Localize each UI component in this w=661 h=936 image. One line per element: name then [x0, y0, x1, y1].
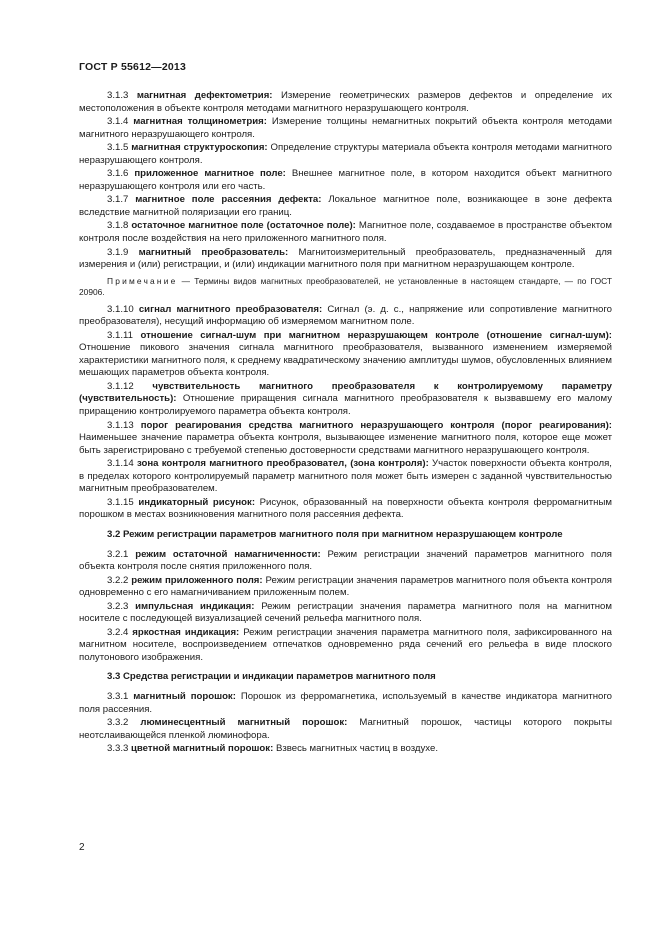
entry-definition: Измерение геометрических размеров дефектов и определение их местоположения в объекте контроля методами магнитного неразрушающего контроля.	[79, 90, 612, 114]
entry-term: магнитная дефектометрия:	[136, 90, 273, 101]
entry-number: 3.1.8	[107, 220, 129, 232]
entry-term: зона контроля магнитного преобразовател, (зона контроля):	[136, 458, 429, 470]
entry-definition: Внешнее магнитное поле, в котором находится объект магнитного неразрушающего контроля или его часть.	[79, 168, 613, 192]
entry-number: 3.2.2	[107, 574, 129, 586]
entry-definition: Рисунок, образованный на поверхности объекта контроля ферромагнитным порошком в местах возникновения магнитного поля рассеяния дефекта.	[79, 496, 612, 521]
entry-definition: Участок поверхности объекта контроля, в пределах которого контролируемый параметр магнитного поля может быть измерен с заданной чувствительностью магнитным преобразователем.	[79, 458, 612, 495]
entry-number: 3.1.6	[107, 168, 129, 180]
entries-group-d	[79, 691, 612, 756]
term-entry	[79, 601, 612, 626]
term-entry	[79, 304, 612, 329]
entry-term: люминесцентный магнитный порошок:	[140, 717, 348, 729]
entry-term: режим приложенного поля:	[131, 574, 263, 586]
entry-number: 3.1.15	[107, 496, 134, 508]
section-heading-3-2: 3.2 Режим регистрации параметров магнитного поля при магнитном неразрушающем контроле	[107, 528, 563, 540]
entry-definition: Измерение толщины немагнитных покрытий объекта контроля методами магнитного неразрушающего контроля.	[79, 116, 613, 140]
term-entry	[79, 458, 612, 496]
note-label: Примечание	[107, 275, 178, 286]
entry-number: 3.1.7	[107, 194, 129, 206]
term-entry	[79, 142, 612, 167]
entry-number: 3.1.4	[107, 116, 129, 128]
term-entry	[79, 627, 612, 665]
entry-term: магнитный преобразователь:	[138, 246, 289, 258]
term-entry	[79, 330, 612, 380]
entry-number: 3.2.1	[107, 548, 129, 560]
entries-group-c	[79, 549, 612, 665]
entry-number: 3.1.9	[107, 246, 129, 258]
entry-definition: Отношение пикового значения сигнала магнитного преобразователя, вызванного изменением измеряемой характеристики магнитного поля, к среднему квадратическому значению амплитуды шумов, обусловленных влиянием мешающих параметров объекта контроля.	[79, 342, 612, 379]
term-entry	[79, 691, 612, 716]
entry-term: отношение сигнал-шум при магнитном неразрушающем контроле (отношение сигнал-шум):	[140, 329, 612, 341]
term-entry	[79, 168, 612, 193]
entry-number: 3.1.3	[107, 90, 129, 101]
entry-term: импульсная индикация:	[135, 600, 255, 612]
entry-term: остаточное магнитное поле (остаточное поле):	[131, 220, 356, 232]
term-entry	[79, 116, 612, 141]
entry-definition: Режим регистрации значения параметра магнитного поля, зафиксированного на магнитном носителе, воспроизведением отпечатков одновременно ряда сечений его рельефа в виде плоского полутонового изображения.	[79, 626, 612, 663]
entry-definition: Режим регистрации значений параметров магнитного поля объекта контроля после снятия приложенного поля.	[79, 548, 612, 573]
entry-number: 3.1.14	[107, 458, 134, 470]
entry-number: 3.3.2	[107, 717, 129, 729]
entry-definition: Локальное магнитное поле, возникающее в зоне дефекта вследствие магнитной поляризации его границ.	[79, 194, 612, 218]
entry-term: режим остаточной намагниченности:	[135, 548, 321, 560]
entry-term: магнитная толщинометрия:	[133, 116, 267, 128]
section-heading-3-3: 3.3 Средства регистрации и индикации параметров магнитного поля	[107, 671, 436, 683]
term-entry	[79, 420, 612, 458]
entry-number: 3.2.3	[107, 600, 129, 612]
note-text: — Термины видов магнитных преобразователей, не установленные в настоящем стандарте, — по ГОСТ 20906.	[79, 275, 613, 297]
entry-number: 3.2.4	[107, 626, 129, 638]
entry-term: цветной магнитный порошок:	[131, 743, 274, 755]
entry-term: яркостная индикация:	[132, 626, 240, 638]
entry-term: чувствительность магнитного преобразователя к контролируемому параметру (чувствительность):	[79, 380, 612, 405]
term-entry	[79, 549, 612, 574]
entry-number: 3.1.12	[107, 380, 134, 392]
term-entry	[79, 247, 612, 272]
entry-definition: Магнитное поле, создаваемое в пространстве объектом контроля после воздействия на него приложенного магнитного поля.	[79, 220, 612, 245]
entry-term: индикаторный рисунок:	[138, 496, 256, 508]
entry-definition: Порошок из ферромагнетика, используемый в качестве индикатора магнитного поля рассеяния.	[79, 690, 612, 715]
term-entry	[79, 194, 612, 219]
entry-definition: Наименьшее значение параметра объекта контроля, вызывающее изменение магнитного поля, которое еще может быть зарегистрировано с требуемой степенью достоверности средствами магнитного неразрушающего контроля.	[79, 432, 612, 456]
page-number: 2	[79, 842, 85, 853]
entry-definition: Режим регистрации значения параметра магнитного поля на магнитном носителе с последующей визуализацией сечений рельефа магнитного поля.	[79, 600, 612, 625]
document-header: ГОСТ Р 55612—2013	[79, 61, 187, 73]
entry-number: 3.1.11	[107, 329, 133, 341]
entry-number: 3.1.13	[107, 419, 134, 431]
term-entry	[79, 497, 612, 522]
note-paragraph	[79, 276, 612, 298]
entry-number: 3.3.1	[107, 690, 129, 702]
entry-definition: Сигнал (э. д. с., напряжение или сопротивление магнитного преобразователя), несущий информацию об измеряемом магнитном поле.	[79, 303, 613, 328]
entry-number: 3.1.5	[107, 142, 129, 154]
entry-term: порог реагирования средства магнитного неразрушающего контроля (порог реагирования):	[140, 419, 613, 431]
entries-group-b	[79, 304, 612, 522]
term-entry	[79, 381, 612, 419]
entry-number: 3.1.10	[107, 303, 134, 315]
entry-definition: Режим регистрации значения параметров магнитного поля объекта контроля одновременно с его намагничиванием приложенным полем.	[79, 574, 613, 599]
entry-term: приложенное магнитное поле:	[134, 168, 286, 180]
entry-term: сигнал магнитного преобразователя:	[138, 303, 323, 315]
entry-definition: Магнитный порошок, частицы которого покрыты неотслаивающейся пленкой люминофора.	[79, 717, 612, 741]
term-entry	[79, 743, 612, 756]
entry-definition: Отношение приращения сигнала магнитного преобразователя к вызвавшему его малому приращению контролируемого параметра объекта контроля.	[79, 393, 613, 418]
entry-term: магнитное поле рассеяния дефекта:	[135, 194, 322, 206]
entry-number: 3.3.3	[107, 743, 129, 755]
term-entry	[79, 575, 612, 600]
entry-definition: Магнитоизмерительный преобразователь, предназначенный для измерения и (или) регистрации, и (или) индикации магнитного поля при магнитном неразрушающем контроле.	[79, 246, 612, 271]
entry-definition: Взвесь магнитных частиц в воздухе.	[275, 743, 438, 755]
term-entry	[79, 90, 612, 115]
document-body	[79, 90, 612, 756]
term-entry	[79, 220, 612, 245]
entry-term: магнитный порошок:	[133, 690, 236, 702]
entry-term: магнитная структуроскопия:	[131, 142, 268, 154]
entry-definition: Определение структуры материала объекта контроля методами магнитного неразрушающего контроля.	[79, 142, 612, 166]
entries-group-a	[79, 90, 612, 272]
term-entry	[79, 717, 612, 742]
